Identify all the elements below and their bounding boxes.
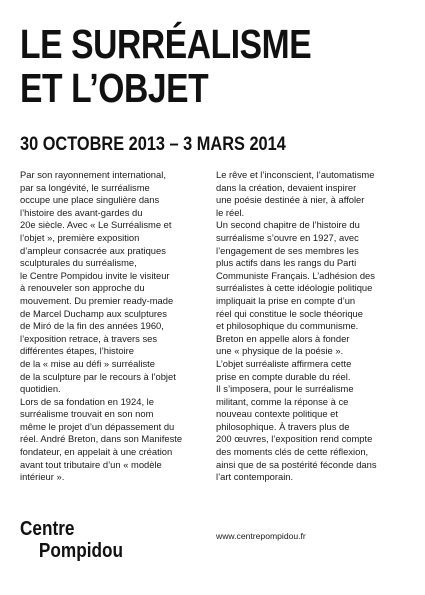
text-line: fondateur, en appelait à une création	[20, 446, 173, 458]
text-line: le Centre Pompidou invite le visiteur	[20, 269, 170, 281]
body-text-left-column	[20, 169, 215, 484]
body-text-right-column	[216, 169, 410, 484]
text-line: une poésie destinée à nier, à affoler	[216, 194, 365, 206]
text-line: par sa longévité, le surréalisme	[20, 181, 150, 193]
text-line: Breton en appelle alors à fonder	[216, 332, 350, 344]
text-line: différentes étapes, l’histoire	[20, 345, 134, 357]
text-line: l’engagement de ses membres les	[216, 244, 359, 256]
text-line: réel qui constitue le socle théorique	[216, 307, 363, 319]
text-line: occupe une place singulière dans	[20, 194, 160, 206]
text-line: de la « mise au défi » surréaliste	[20, 357, 155, 369]
exhibition-title	[20, 22, 340, 110]
text-line: le réel.	[216, 206, 245, 218]
text-line: impliquait la prise en compte d’un	[216, 294, 356, 306]
text-line: réel. André Breton, dans son Manifeste	[20, 433, 183, 445]
text-line: surréalisme s’ouvre en 1927, avec	[216, 231, 359, 243]
text-line: Par son rayonnement international,	[20, 169, 166, 180]
text-line: L’objet surréaliste affirmera cette	[216, 357, 352, 369]
text-line: dans la création, devaient inspirer	[216, 181, 357, 193]
title-line-1: LE SURRÉALISME	[20, 21, 312, 67]
centre-pompidou-logo	[20, 518, 123, 562]
text-line: d’ampleur consacrée aux pratiques	[20, 244, 166, 256]
text-line: militant, comme la réponse à ce	[216, 395, 349, 407]
text-line: ainsi que de sa postérité féconde dans	[216, 458, 377, 470]
title-line-2: ET L’OBJET	[20, 65, 209, 111]
logo-line-2: Pompidou	[38, 540, 123, 562]
text-line: des moments clés de cette réflexion,	[216, 446, 369, 458]
text-line: sculpturales du surréalisme,	[20, 257, 137, 269]
text-line: intérieur ».	[20, 471, 65, 483]
text-line: de la sculpture par le recours à l’objet	[20, 370, 176, 382]
text-line: prise en compte durable du réel.	[216, 370, 351, 382]
logo-line-1: Centre	[20, 518, 75, 540]
text-line: 200 œuvres, l’exposition rend compte	[216, 433, 373, 445]
text-line: l’objet », première exposition	[20, 231, 140, 243]
text-line: quotidien.	[20, 383, 61, 395]
text-line: Un second chapitre de l’histoire du	[216, 219, 360, 231]
text-line: l’histoire des avant-gardes du	[20, 206, 143, 218]
text-line: une « physique de la poésie ».	[216, 345, 344, 357]
text-line: philosophique. À travers plus de	[216, 420, 350, 432]
text-line: Communiste Français. L’adhésion des	[216, 269, 375, 281]
text-line: plus actifs dans les rangs du Parti	[216, 257, 357, 269]
text-line: mouvement. Du premier ready-made	[20, 294, 174, 306]
text-line: Il s’imposera, pour le surréalisme	[216, 383, 354, 395]
text-line: l’art contemporain.	[216, 471, 294, 483]
text-line: surréalistes à cette idéologie politique	[216, 282, 373, 294]
text-line: avant tout tributaire d’un « modèle	[20, 458, 162, 470]
text-line: Le rêve et l’inconscient, l’automatisme	[216, 169, 375, 180]
text-line: à renouveler son approche du	[20, 282, 145, 294]
text-line: nouveau contexte politique et	[216, 408, 338, 420]
exhibition-dates: 30 OCTOBRE 2013 – 3 MARS 2014	[20, 134, 286, 155]
text-line: même le projet d’un dépassement du	[20, 420, 175, 432]
text-line: et philosophique du communisme.	[216, 320, 359, 332]
text-line: Lors de sa fondation en 1924, le	[20, 395, 154, 407]
text-line: l’exposition retrace, à travers ses	[20, 332, 158, 344]
text-line: de Miró de la fin des années 1960,	[20, 320, 164, 332]
website-link[interactable]: www.centrepompidou.fr	[216, 531, 306, 541]
text-line: de Marcel Duchamp aux sculptures	[20, 307, 167, 319]
text-line: 20e siècle. Avec « Le Surréalisme et	[20, 219, 172, 231]
text-line: surréalisme trouvait en son nom	[20, 408, 154, 420]
